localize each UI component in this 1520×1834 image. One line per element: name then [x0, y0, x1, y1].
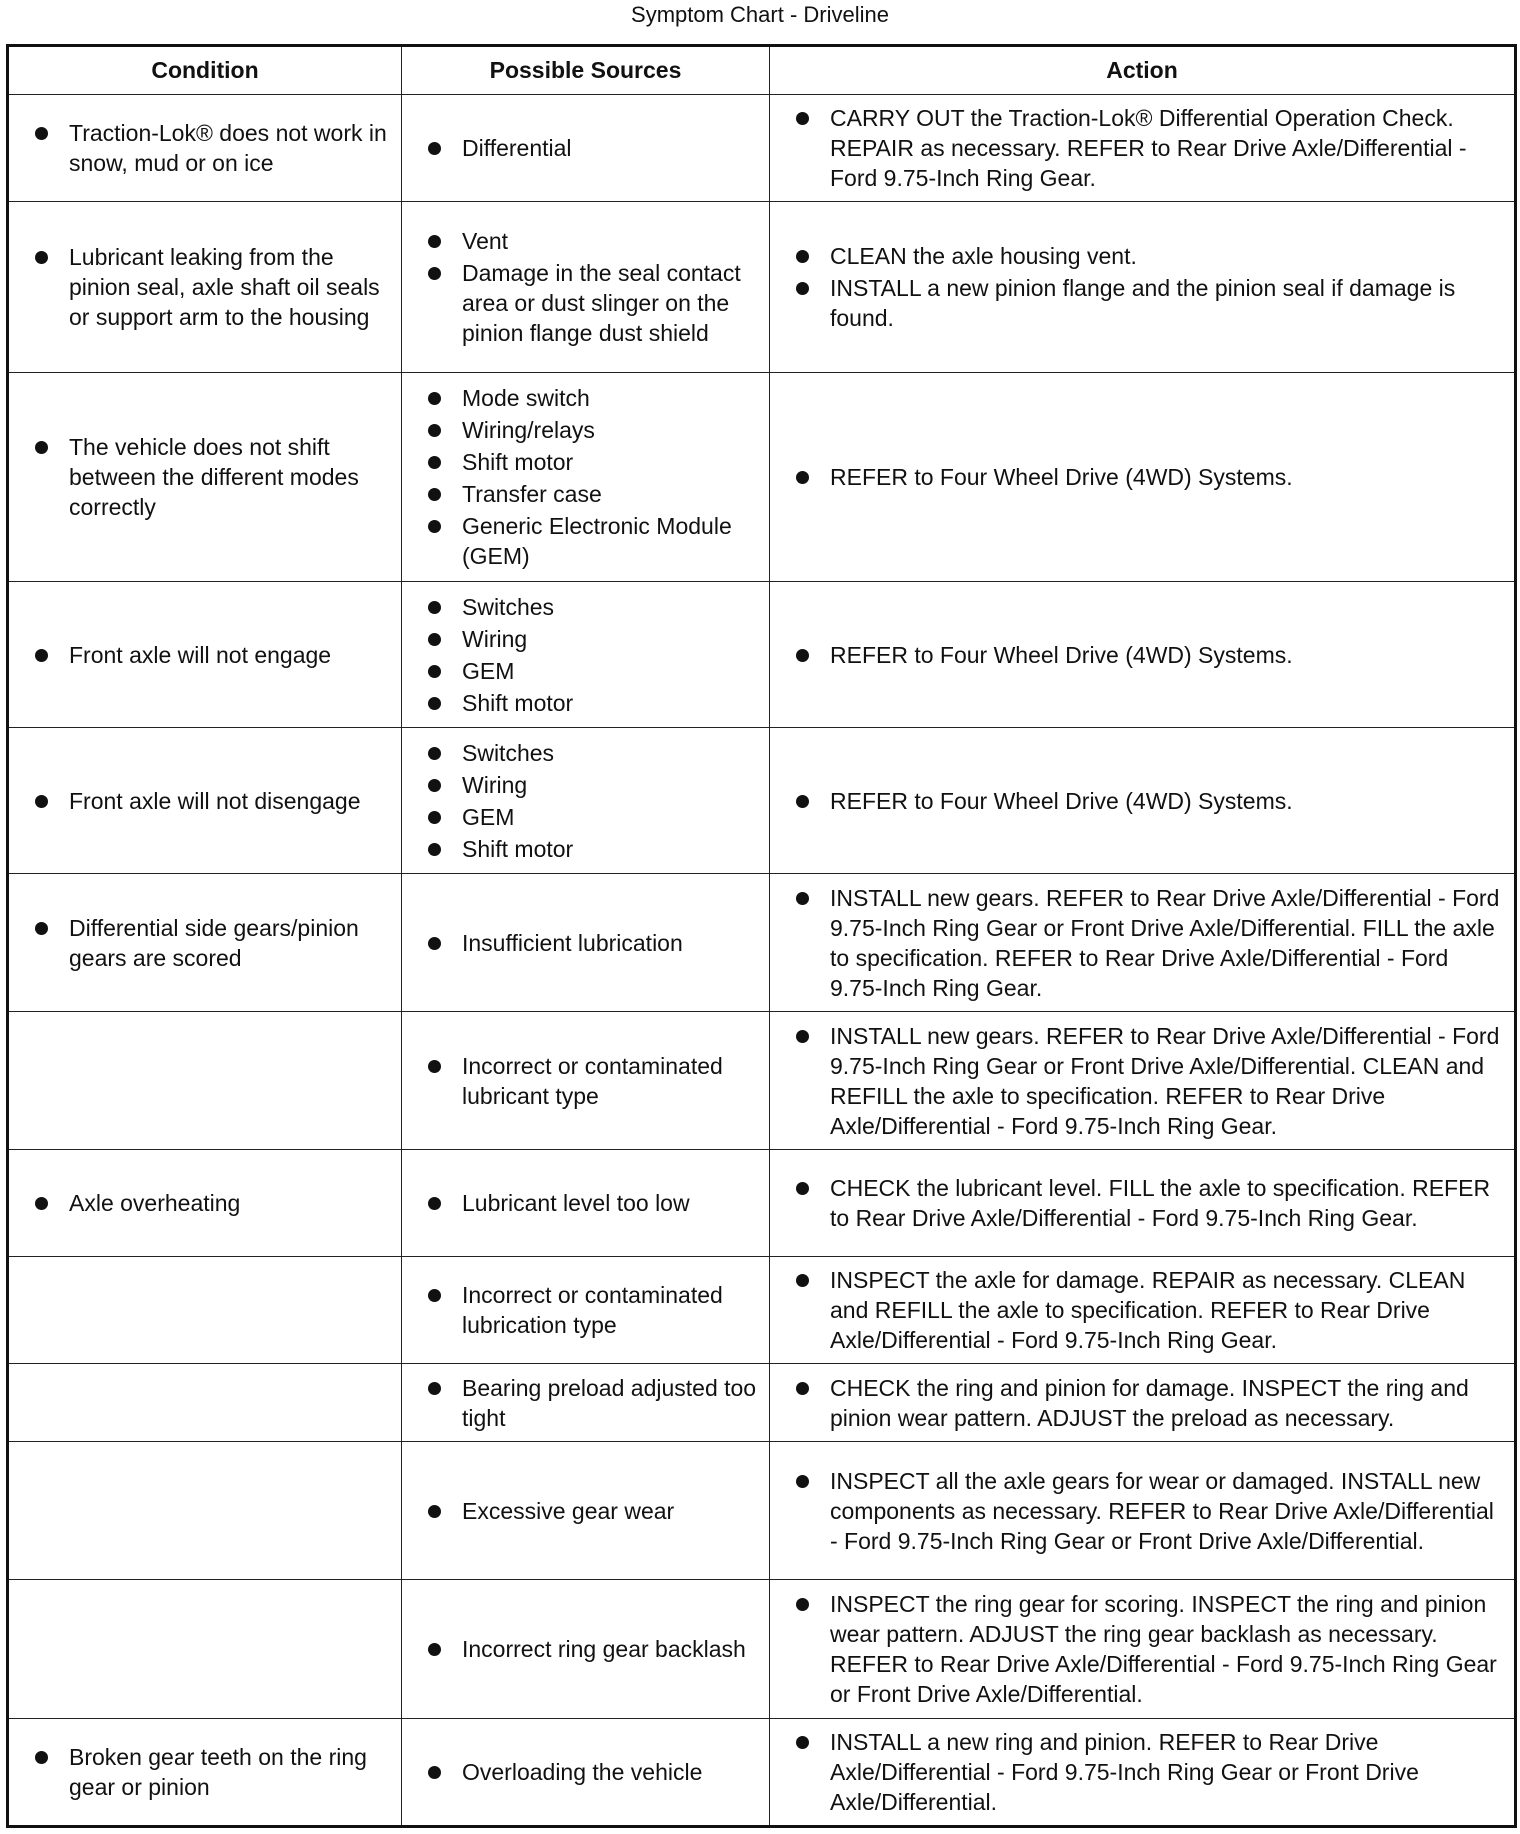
- condition-cell: [8, 373, 402, 582]
- table-row: [8, 1719, 1516, 1827]
- action-list: [770, 457, 1514, 497]
- table-row: [8, 1364, 1516, 1442]
- table-row: [8, 373, 1516, 582]
- sources-cell: [402, 1150, 770, 1257]
- condition-cell: [8, 1580, 402, 1719]
- bullet-item: Vent: [422, 226, 759, 256]
- bullet-item: Wiring: [422, 624, 759, 654]
- sources-cell: [402, 373, 770, 582]
- symptom-chart-table: [6, 44, 1517, 1828]
- table-row: [8, 1150, 1516, 1257]
- bullet-item: Overloading the vehicle: [422, 1757, 759, 1787]
- table-body: [8, 95, 1516, 1827]
- bullet-item: INSTALL a new ring and pinion. REFER to Rear Drive Axle/Differential - Ford 9.75-Inch Ring Gear or Front Drive Axle/Differential.: [790, 1727, 1504, 1817]
- sources-cell: [402, 95, 770, 202]
- table-row: [8, 874, 1516, 1012]
- action-cell: [770, 95, 1516, 202]
- action-cell: [770, 202, 1516, 373]
- bullet-item: Lubricant level too low: [422, 1188, 759, 1218]
- bullet-item: Differential: [422, 133, 759, 163]
- bullet-item: Broken gear teeth on the ring gear or pinion: [29, 1742, 391, 1802]
- condition-list: [9, 1737, 401, 1807]
- bullet-item: The vehicle does not shift between the different modes correctly: [29, 432, 391, 522]
- bullet-item: Shift motor: [422, 834, 759, 864]
- bullet-item: Insufficient lubrication: [422, 928, 759, 958]
- bullet-item: INSTALL a new pinion flange and the pinion seal if damage is found.: [790, 273, 1504, 333]
- action-cell: [770, 728, 1516, 874]
- action-cell: [770, 1442, 1516, 1580]
- table-row: [8, 1257, 1516, 1364]
- sources-list: [402, 733, 769, 869]
- sources-list: [402, 221, 769, 353]
- condition-cell: [8, 1442, 402, 1580]
- bullet-item: INSTALL new gears. REFER to Rear Drive Axle/Differential - Ford 9.75-Inch Ring Gear or Front Drive Axle/Differential. CLEAN and REFILL the axle to specification. REFER to Rear Drive Axle/Differential - Ford 9.75-Inch Ring Gear.: [790, 1021, 1504, 1141]
- bullet-item: CHECK the lubricant level. FILL the axle to specification. REFER to Rear Drive Axle/Differential - Ford 9.75-Inch Ring Gear.: [790, 1173, 1504, 1233]
- bullet-item: GEM: [422, 802, 759, 832]
- bullet-item: Traction-Lok® does not work in snow, mud or on ice: [29, 118, 391, 178]
- bullet-item: CHECK the ring and pinion for damage. INSPECT the ring and pinion wear pattern. ADJUST the preload as necessary.: [790, 1373, 1504, 1433]
- chart-title: Symptom Chart - Driveline: [631, 2, 889, 27]
- action-list: [770, 1461, 1514, 1561]
- bullet-item: Front axle will not disengage: [29, 786, 391, 816]
- bullet-item: Wiring/relays: [422, 415, 759, 445]
- action-cell: [770, 1012, 1516, 1150]
- table-header-row: [8, 46, 1516, 95]
- sources-list: [402, 923, 769, 963]
- table-row: [8, 1442, 1516, 1580]
- action-cell: [770, 874, 1516, 1012]
- action-list: [770, 1260, 1514, 1360]
- bullet-item: Lubricant leaking from the pinion seal, axle shaft oil seals or support arm to the housing: [29, 242, 391, 332]
- sources-cell: [402, 1257, 770, 1364]
- action-list: [770, 1168, 1514, 1238]
- bullet-item: INSPECT the axle for damage. REPAIR as necessary. CLEAN and REFILL the axle to specification. REFER to Rear Drive Axle/Differential - Ford 9.75-Inch Ring Gear.: [790, 1265, 1504, 1355]
- condition-list: [9, 908, 401, 978]
- condition-list: [9, 1183, 401, 1223]
- bullet-item: INSPECT the ring gear for scoring. INSPECT the ring and pinion wear pattern. ADJUST the ring gear backlash as necessary. REFER to Rear Drive Axle/Differential - Ford 9.75-Inch Ring Gear or Front Drive Axle/Differential.: [790, 1589, 1504, 1709]
- bullet-item: Shift motor: [422, 688, 759, 718]
- table-row: [8, 95, 1516, 202]
- header-condition: Condition: [8, 46, 402, 95]
- action-list: [770, 1722, 1514, 1822]
- action-cell: [770, 582, 1516, 728]
- bullet-item: Transfer case: [422, 479, 759, 509]
- bullet-item: Switches: [422, 592, 759, 622]
- action-list: [770, 1584, 1514, 1714]
- sources-cell: [402, 728, 770, 874]
- bullet-item: Differential side gears/pinion gears are scored: [29, 913, 391, 973]
- sources-list: [402, 128, 769, 168]
- condition-list: [9, 781, 401, 821]
- action-list: [770, 1368, 1514, 1438]
- action-list: [770, 781, 1514, 821]
- bullet-item: Generic Electronic Module (GEM): [422, 511, 759, 571]
- table-row: [8, 728, 1516, 874]
- sources-cell: [402, 874, 770, 1012]
- action-cell: [770, 373, 1516, 582]
- sources-list: [402, 1046, 769, 1116]
- sources-cell: [402, 1442, 770, 1580]
- condition-cell: [8, 728, 402, 874]
- bullet-item: REFER to Four Wheel Drive (4WD) Systems.: [790, 786, 1504, 816]
- bullet-item: Incorrect ring gear backlash: [422, 1634, 759, 1664]
- header-action: Action: [770, 46, 1516, 95]
- bullet-item: CLEAN the axle housing vent.: [790, 241, 1504, 271]
- condition-cell: [8, 1364, 402, 1442]
- bullet-item: Incorrect or contaminated lubrication type: [422, 1280, 759, 1340]
- sources-list: [402, 1275, 769, 1345]
- sources-list: [402, 1629, 769, 1669]
- bullet-item: REFER to Four Wheel Drive (4WD) Systems.: [790, 640, 1504, 670]
- table-row: [8, 202, 1516, 373]
- bullet-item: Mode switch: [422, 383, 759, 413]
- condition-cell: [8, 874, 402, 1012]
- condition-list: [9, 237, 401, 337]
- condition-cell: [8, 202, 402, 373]
- bullet-item: GEM: [422, 656, 759, 686]
- sources-list: [402, 1368, 769, 1438]
- condition-list: [9, 113, 401, 183]
- bullet-item: Axle overheating: [29, 1188, 391, 1218]
- bullet-item: Switches: [422, 738, 759, 768]
- table-row: [8, 1580, 1516, 1719]
- bullet-item: Damage in the seal contact area or dust slinger on the pinion flange dust shield: [422, 258, 759, 348]
- condition-cell: [8, 582, 402, 728]
- table-row: [8, 1012, 1516, 1150]
- condition-list: [9, 635, 401, 675]
- sources-cell: [402, 1580, 770, 1719]
- bullet-item: CARRY OUT the Traction-Lok® Differential Operation Check. REPAIR as necessary. REFER to Rear Drive Axle/Differential - Ford 9.75-Inch Ring Gear.: [790, 103, 1504, 193]
- action-cell: [770, 1257, 1516, 1364]
- sources-cell: [402, 1364, 770, 1442]
- table-row: [8, 582, 1516, 728]
- action-list: [770, 635, 1514, 675]
- bullet-item: Front axle will not engage: [29, 640, 391, 670]
- bullet-item: Shift motor: [422, 447, 759, 477]
- condition-list: [9, 427, 401, 527]
- sources-cell: [402, 202, 770, 373]
- sources-list: [402, 1491, 769, 1531]
- bullet-item: Bearing preload adjusted too tight: [422, 1373, 759, 1433]
- sources-cell: [402, 1719, 770, 1827]
- sources-cell: [402, 1012, 770, 1150]
- action-cell: [770, 1364, 1516, 1442]
- bullet-item: INSTALL new gears. REFER to Rear Drive Axle/Differential - Ford 9.75-Inch Ring Gear or Front Drive Axle/Differential. FILL the axle to specification. REFER to Rear Drive Axle/Differential - Ford 9.75-Inch Ring Gear.: [790, 883, 1504, 1003]
- sources-list: [402, 1183, 769, 1223]
- sources-list: [402, 378, 769, 576]
- action-list: [770, 878, 1514, 1008]
- sources-list: [402, 1752, 769, 1792]
- bullet-item: INSPECT all the axle gears for wear or damaged. INSTALL new components as necessary. REFER to Rear Drive Axle/Differential - Ford 9.75-Inch Ring Gear or Front Drive Axle/Differential.: [790, 1466, 1504, 1556]
- bullet-item: Wiring: [422, 770, 759, 800]
- action-cell: [770, 1580, 1516, 1719]
- bullet-item: Excessive gear wear: [422, 1496, 759, 1526]
- condition-cell: [8, 95, 402, 202]
- bullet-item: REFER to Four Wheel Drive (4WD) Systems.: [790, 462, 1504, 492]
- condition-cell: [8, 1012, 402, 1150]
- action-list: [770, 1016, 1514, 1146]
- action-list: [770, 98, 1514, 198]
- action-cell: [770, 1150, 1516, 1257]
- header-possible-sources: Possible Sources: [402, 46, 770, 95]
- action-cell: [770, 1719, 1516, 1827]
- condition-cell: [8, 1719, 402, 1827]
- bullet-item: Incorrect or contaminated lubricant type: [422, 1051, 759, 1111]
- condition-cell: [8, 1257, 402, 1364]
- action-list: [770, 236, 1514, 338]
- condition-cell: [8, 1150, 402, 1257]
- sources-list: [402, 587, 769, 723]
- sources-cell: [402, 582, 770, 728]
